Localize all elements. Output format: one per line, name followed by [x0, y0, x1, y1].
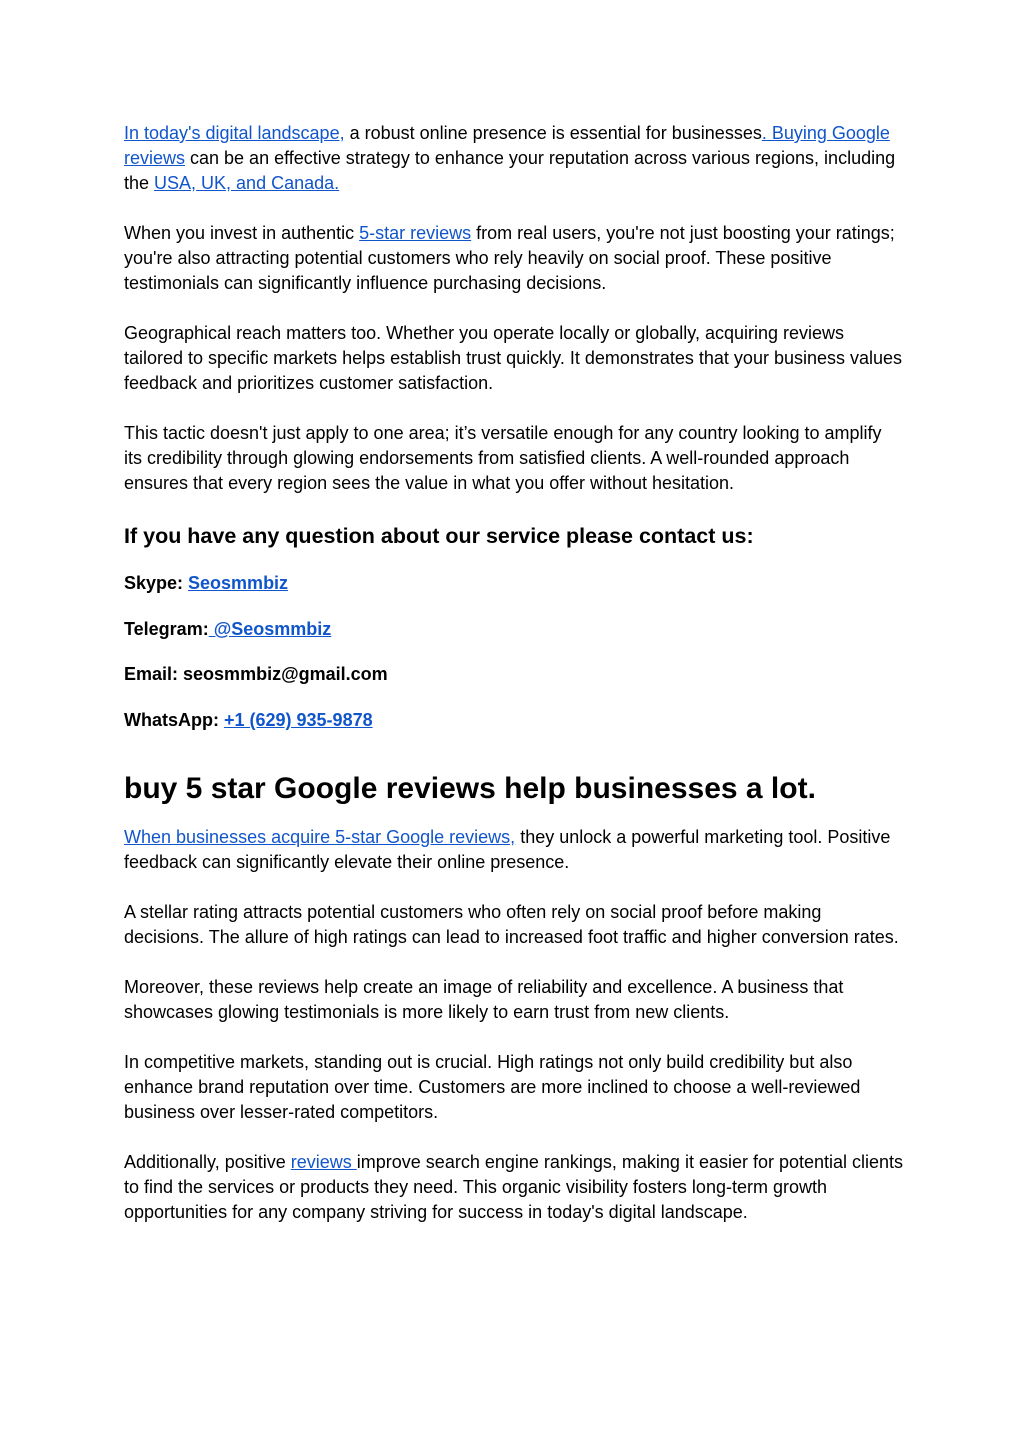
acquire-google-reviews-link[interactable]: When businesses acquire 5-star Google reviews, [124, 827, 516, 847]
intro-paragraph-3: Geographical reach matters too. Whether you operate locally or globally, acquiring reviews tailored to specific markets helps establish trust quickly. It demonstrates that your business values feedback and prioritizes customer satisfaction. [124, 323, 903, 393]
contact-heading: If you have any question about our service please contact us: [124, 524, 754, 548]
digital-landscape-link[interactable]: In today's digital landscape, [124, 123, 345, 143]
five-star-reviews-link[interactable]: 5-star reviews [359, 223, 472, 243]
intro-text: a robust online presence is essential for businesses [344, 123, 762, 143]
email-line [124, 663, 904, 685]
section-text: improve search engine rankings, making it easier for potential clients to find the services or products they need. This organic visibility fosters long-term growth opportunities for any company striving for success in today's digital landscape. [124, 1152, 904, 1222]
skype-link[interactable]: Seosmmbiz [188, 573, 289, 593]
intro-text: from real users, you're not just boosting your ratings; you're also attracting potential customers who rely heavily on social proof. These positive testimonials can significantly influence purchasing decisions. [124, 223, 895, 293]
skype-label: Skype: [124, 573, 189, 593]
email-value: seosmmbiz@gmail.com [183, 664, 388, 684]
document-page [124, 121, 904, 1225]
whatsapp-link[interactable]: +1 (629) 935-9878 [223, 710, 373, 730]
section-text: Additionally, positive [124, 1152, 291, 1172]
intro-paragraph-2 [124, 221, 904, 296]
skype-line [124, 572, 904, 594]
intro-paragraph-1 [124, 121, 904, 196]
email-label: Email: [124, 664, 184, 684]
whatsapp-label: WhatsApp: [124, 710, 224, 730]
telegram-label: Telegram: [124, 619, 209, 639]
section-paragraph-3: Moreover, these reviews help create an image of reliability and excellence. A business that showcases glowing testimonials is more likely to earn trust from new clients. [124, 977, 844, 1022]
whatsapp-line [124, 709, 904, 731]
reviews-link[interactable]: reviews [290, 1152, 357, 1172]
section-paragraph-4: In competitive markets, standing out is crucial. High ratings not only build credibility but also enhance brand reputation over time. Customers are more inclined to choose a well-reviewed business over lesser-rated competitors. [124, 1052, 861, 1122]
intro-paragraph-4: This tactic doesn't just apply to one area; it’s versatile enough for any country looking to amplify its credibility through glowing endorsements from satisfied clients. A well-rounded approach ensures that every region sees the value in what you offer without hesitation. [124, 423, 882, 493]
section-paragraph-1 [124, 825, 904, 875]
usa-uk-canada-link[interactable]: USA, UK, and Canada. [154, 173, 340, 193]
telegram-link[interactable]: @Seosmmbiz [208, 619, 332, 639]
intro-text: When you invest in authentic [124, 223, 360, 243]
section-title: buy 5 star Google reviews help businesses a lot. [124, 772, 816, 805]
telegram-line [124, 618, 904, 640]
intro-text: can be an effective strategy to enhance your reputation across various regions, including the [124, 148, 896, 193]
section-paragraph-2: A stellar rating attracts potential customers who often rely on social proof before making decisions. The allure of high ratings can lead to increased foot traffic and higher conversion rates. [124, 902, 899, 947]
section-text: they unlock a powerful marketing tool. Positive feedback can significantly elevate their online presence. [124, 827, 891, 872]
section-paragraph-5 [124, 1150, 904, 1225]
buying-google-reviews-link[interactable]: . Buying Google reviews [124, 123, 890, 168]
